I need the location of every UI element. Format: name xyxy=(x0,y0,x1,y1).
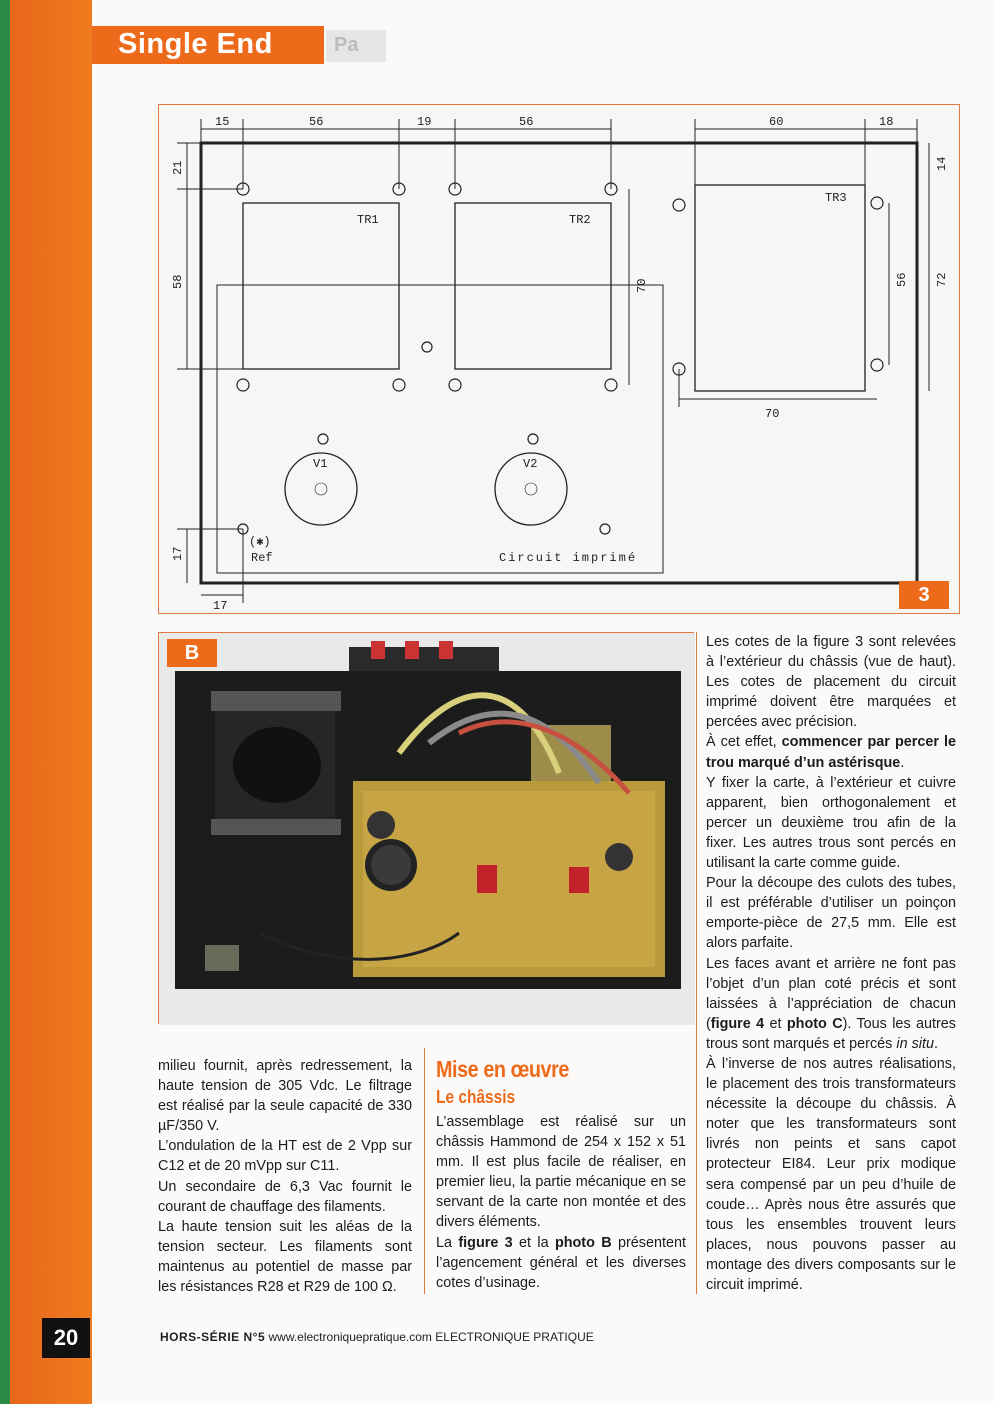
label-tr1: TR1 xyxy=(357,213,379,227)
page-number: 20 xyxy=(42,1318,90,1358)
label-star: (✱) xyxy=(249,535,271,549)
footer xyxy=(160,1330,594,1344)
dim-21: 21 xyxy=(171,160,185,175)
dim-70v: 70 xyxy=(635,278,649,293)
figure-3-badge: 3 xyxy=(899,581,949,609)
column-rule xyxy=(424,1048,425,1294)
photo-b-chassis-assembly xyxy=(158,632,694,1024)
dim-70h: 70 xyxy=(765,407,780,421)
section-heading: Mise en œuvre xyxy=(436,1056,569,1082)
tr1-outline xyxy=(243,203,399,369)
text-column-1 xyxy=(158,1056,412,1297)
dim-56b: 56 xyxy=(519,115,534,129)
paragraph: À l’inverse de nos autres réalisations, le placement des trois transformateurs nécessite la découpe du châssis. À noter que les transformateurs sont livrés non peints et sans capot protecteur EI84. Leur prix modique sera compensé par un peu d’huile de coude… Après nous être assurés que tous les ensembles trouvent leurs places, nous pouvons passer au montage des divers composants sur le circuit imprimé. xyxy=(706,1055,956,1293)
mounting-holes xyxy=(237,183,883,534)
column-rule xyxy=(696,632,697,1294)
paragraph: L’assemblage est réalisé sur un châssis Hammond de 254 x 152 x 51 mm. Il est plus facile de réaliser, en premier lieu, la partie mécanique en se servant de la carte non montée et des divers éléments. xyxy=(436,1114,686,1231)
tr3-outline xyxy=(695,185,865,391)
paragraph: À cet effet, commencer par percer le trou marqué d’un astérisque. xyxy=(706,734,956,771)
footer-magazine: ELECTRONIQUE PRATIQUE xyxy=(435,1330,594,1344)
dim-72: 72 xyxy=(935,272,949,287)
paragraph: La figure 3 et la photo B présentent l’agencement général et les diverses cotes d’usinage. xyxy=(436,1234,686,1291)
photo-b-badge: B xyxy=(167,639,217,667)
dim-58: 58 xyxy=(171,274,185,289)
ghost-tab: Pa xyxy=(326,30,386,62)
label-pcb: Circuit imprimé xyxy=(499,551,638,565)
subsection-heading: Le châssis xyxy=(436,1087,516,1107)
dim-17h: 17 xyxy=(213,599,228,613)
dim-56v: 56 xyxy=(895,272,909,287)
dim-14: 14 xyxy=(935,156,949,171)
paragraph: Pour la découpe des culots des tubes, il est préférable d’utiliser un poinçon emporte-pièce de 27,5 mm. Elle est alors parfaite. xyxy=(706,875,956,952)
tr2-outline xyxy=(455,203,611,369)
paragraph: Les cotes de la figure 3 sont relevées à l’extérieur du châssis (vue de haut). Les cotes de placement du circuit imprimé doivent être marquées et percées avec précision. xyxy=(706,634,956,731)
dim-19: 19 xyxy=(417,115,432,129)
label-v2: V2 xyxy=(523,457,538,471)
paragraph: Les faces avant et arrière ne font pas l’objet d’un plan coté précis et sont laissées à l’appréciation de chacun (figure 4 et photo C). Tous les autres trous sont marqués et percés in situ. xyxy=(706,955,956,1052)
label-v1: V1 xyxy=(313,457,328,471)
text-column-3 xyxy=(706,632,956,1295)
text-column-2 xyxy=(436,1056,686,1293)
footer-series: HORS-SÉRIE N°5 xyxy=(160,1330,266,1344)
figure-3-drilling-plan xyxy=(158,104,960,614)
paragraph: milieu fournit, après redressement, la haute tension de 305 Vdc. Le filtrage est réalisé par la seule capacité de 330 µF/350 V. xyxy=(158,1058,412,1135)
label-tr3: TR3 xyxy=(825,191,847,205)
dim-60: 60 xyxy=(769,115,784,129)
left-color-bar xyxy=(0,0,92,1404)
dim-18: 18 xyxy=(879,115,894,129)
dim-15: 15 xyxy=(215,115,230,129)
dim-56a: 56 xyxy=(309,115,324,129)
paragraph: Y fixer la carte, à l’extérieur et cuivre apparent, bien orthogonalement et percer un deuxième trou afin de la fixer. Les autres trous sont percés en utilisant la carte comme guide. xyxy=(706,774,956,872)
section-title: Single End xyxy=(118,28,273,60)
paragraph: La haute tension suit les aléas de la tension secteur. Les filaments sont maintenus au potentiel de masse par les résistances R28 et R29 de 100 Ω. xyxy=(158,1218,412,1296)
label-tr2: TR2 xyxy=(569,213,591,227)
label-ref: Ref xyxy=(251,551,273,565)
footer-url: www.electroniquepratique.com xyxy=(268,1330,432,1344)
paragraph: L’ondulation de la HT est de 2 Vpp sur C12 et de 20 mVpp sur C11. xyxy=(158,1138,412,1175)
chassis-outline xyxy=(201,143,917,583)
paragraph: Un secondaire de 6,3 Vac fournit le courant de chauffage des filaments. xyxy=(158,1178,412,1215)
pcb-outline xyxy=(217,285,663,573)
dim-17v: 17 xyxy=(171,546,185,561)
